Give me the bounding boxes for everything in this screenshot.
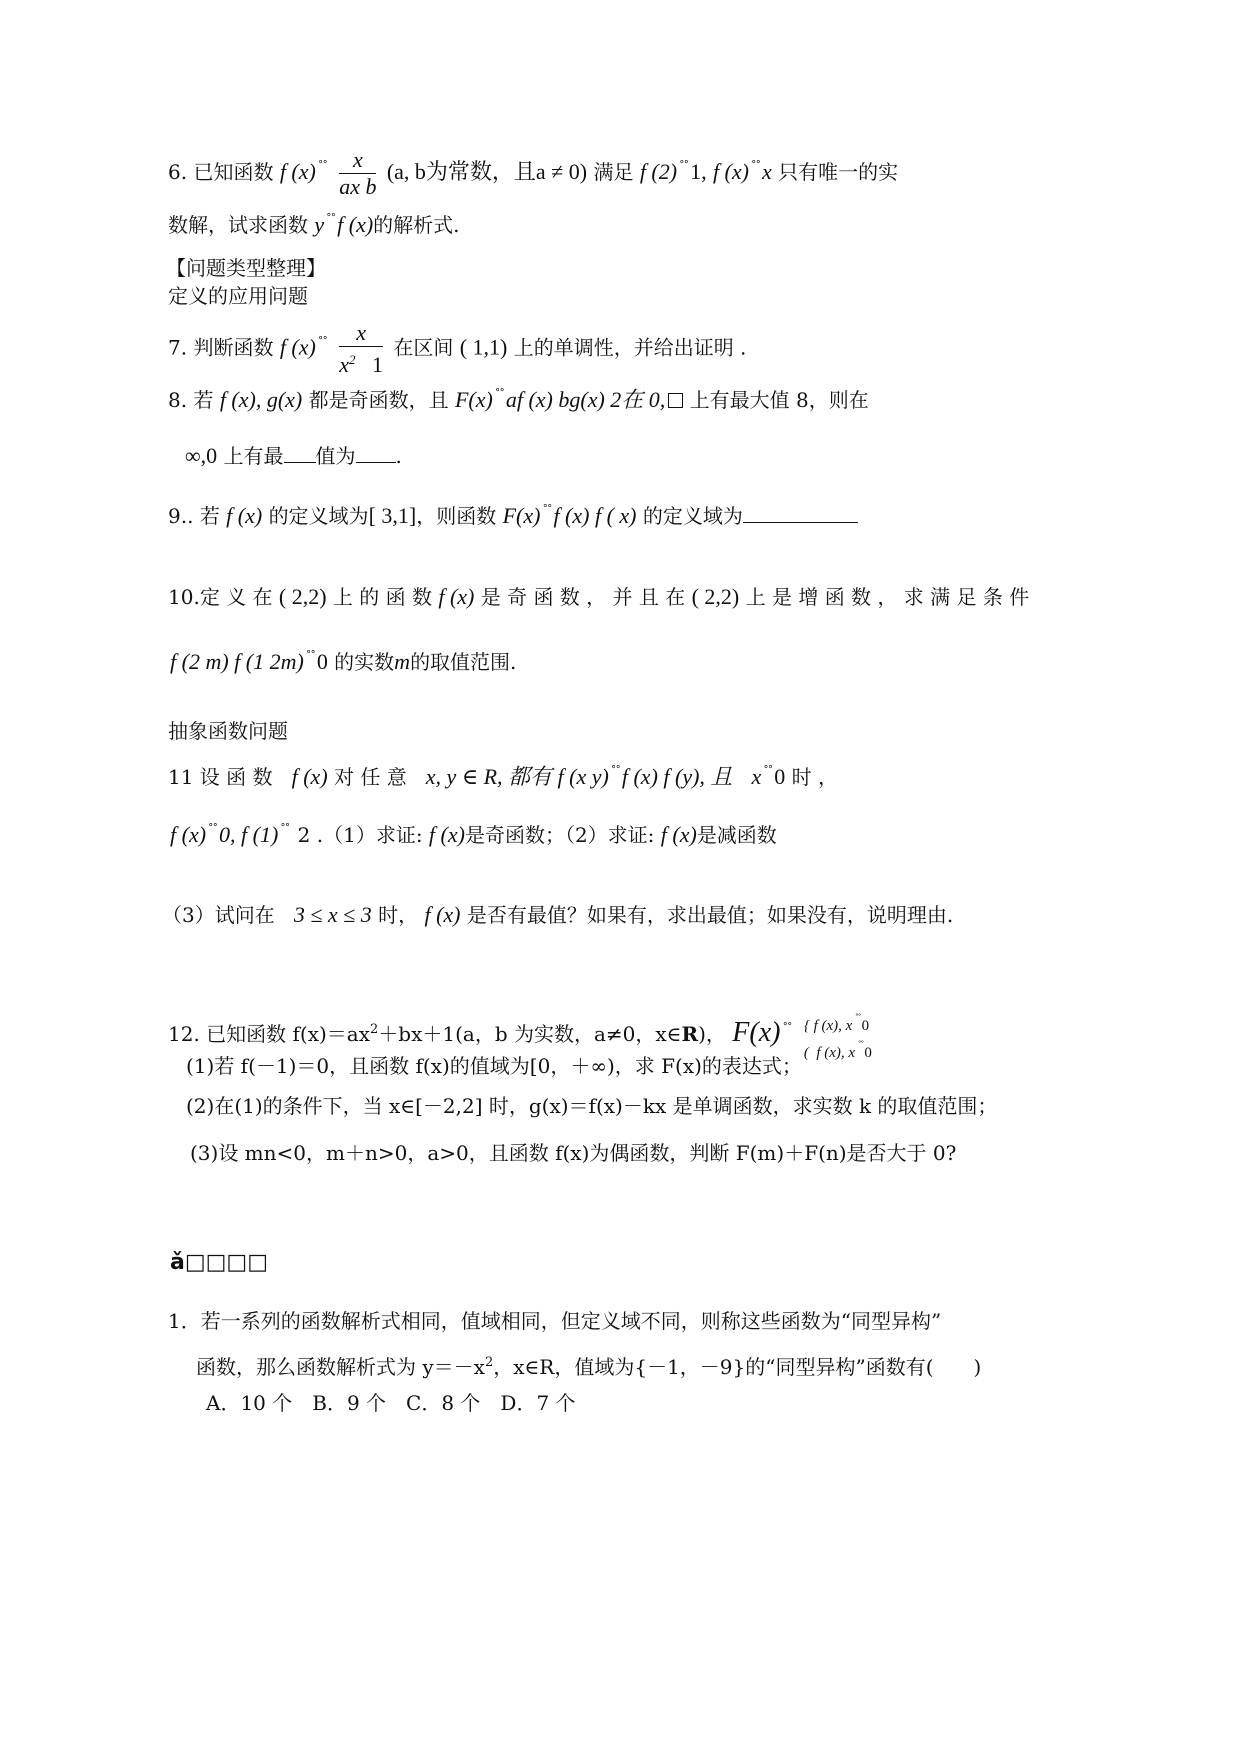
- section-heading: 【问题类型整理】: [166, 256, 326, 280]
- piecewise-F: F(x): [732, 1017, 781, 1048]
- answer-blank[interactable]: [743, 500, 858, 523]
- q11-line1: 11 设 函 数 f (x) 对 任 意 x, y ∈ R, 都有 f (x y) ˚˚f (x) f (y), 且 x ˚˚0 时 ，: [168, 764, 838, 789]
- q12-part3: (3)设 mn<0，m＋n>0，a>0，且函数 f(x)为偶函数，判断 F(m)＋F(n)是否大于 0?: [190, 1141, 957, 1165]
- q6-fraction: $\frac{x}{\text{ax b}}$: [339, 147, 377, 199]
- q8-line1: 8. 若 f (x), g(x) 都是奇函数，且 F(x) ˚˚af (x) bg(x) 2在 0, 上有最大值 8，则在: [168, 387, 869, 412]
- q12-intro: 12. 已知函数 $f(x)=ax^2+bx+1(a$，b 为实数，a≠0，x∈R)， F(x) ˚˚ { f (x), x ˚˚ 0 ( f (x), x ˚˚ 0: [168, 1002, 872, 1063]
- q6-line2: 数解，试求函数 y ˚˚f (x)的解析式.: [168, 212, 460, 237]
- q6-number: 6.: [168, 160, 188, 184]
- q9-line: 9.. 若 f (x) 的定义域为[ 3,1]，则函数 F(x) ˚˚f (x) f ( x) 的定义域为: [168, 496, 858, 531]
- answer-blank[interactable]: [356, 440, 396, 463]
- q7-fraction: $\frac{x}{x^2 1}$: [339, 320, 383, 377]
- subheading-abstract: 抽象函数问题: [168, 719, 288, 743]
- answer-blank[interactable]: [284, 440, 316, 463]
- q7-line: 7. 判断函数 f (x) ˚˚ $\frac{x}{x^2 1}$ 在区间 ( 1,1) 上的单调性，并给出证明 .: [168, 320, 747, 377]
- q11-line3: （3）试问在 3 ≤ x ≤ 3 时， f (x) 是否有最值？如果有，求出最值；如果没有，说明理由.: [162, 902, 954, 927]
- mc1-line1: 1．若一系列的函数解析式相同，值域相同，但定义域不同，则称这些函数为“同型异构”: [168, 1309, 942, 1333]
- piecewise-cases: { f (x), x ˚˚ 0 ( f (x), x ˚˚ 0: [803, 1011, 872, 1061]
- q10-line2: f (2 m) f (1 2m) ˚˚0 的实数m的取值范围.: [170, 649, 517, 674]
- garbled-heading: ǎ□□□□: [170, 1250, 268, 1275]
- q12-part1: (1)若 f(－1)＝0，且函数 f(x)的值域为[0，＋∞)，求 F(x)的表达式；: [186, 1054, 802, 1078]
- q10-line1: 10.定 义 在 ( 2,2) 上 的 函 数 f (x) 是 奇 函 数 ， 并 且 在 ( 2,2) 上 是 增 函 数 ， 求 满 足 条 件: [168, 584, 1030, 609]
- mc1-options: A．10 个 B．9 个 C．8 个 D．7 个: [206, 1391, 576, 1415]
- q12-part2: (2)在(1)的条件下，当 x∈[－2,2] 时，g(x)＝f(x)－kx 是单调函数，求实数 k 的取值范围；: [186, 1094, 998, 1118]
- mc1-line2: 函数，那么函数解析式为 $y=-x^2$，x∈R，值域为{－1，－9}的“同型异构”函数有( ): [196, 1355, 982, 1379]
- q6-line1: 6. 已知函数 f (x) ˚˚ $\frac{x}{\text{ax b}}$ (a, b为常数，且a ≠ 0) 满足 f (2) ˚˚1, f (x) ˚˚x 只有唯一的实: [168, 147, 899, 199]
- q11-line2: f (x) ˚˚0, f (1) ˚˚ 2 .（1）求证: f (x)是奇函数；（2）求证: f (x)是减函数: [170, 822, 777, 847]
- q8-line2: ∞,0 上有最 值为 .: [185, 440, 402, 471]
- subheading-definition: 定义的应用问题: [168, 284, 308, 308]
- missing-glyph-box: [668, 393, 683, 408]
